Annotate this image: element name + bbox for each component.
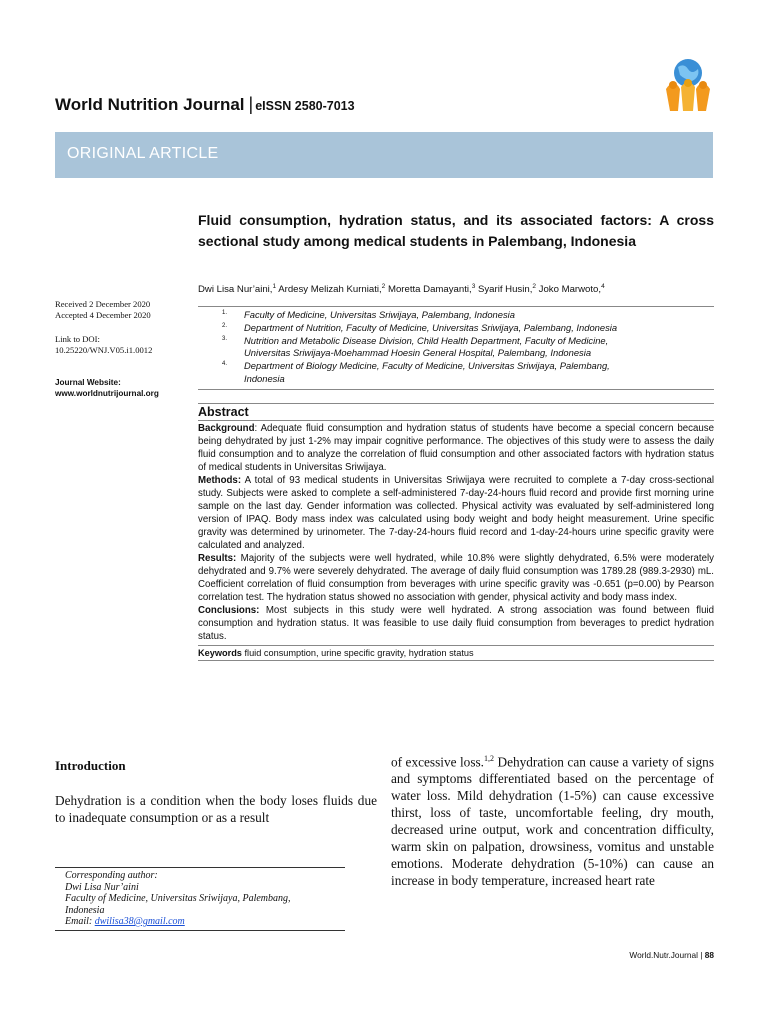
website-label: Journal Website: (55, 378, 121, 387)
page-number: 88 (704, 950, 714, 960)
journal-logo-icon (658, 55, 718, 115)
title-separator: | (248, 94, 254, 114)
author-affiliation-ref: 3 (471, 283, 476, 290)
author-name: Ardesy Melizah Kurniati, (276, 284, 382, 296)
section-banner (55, 132, 713, 178)
keywords: Keywords fluid consumption, urine specific gravity, hydration status (198, 645, 714, 661)
website-link[interactable]: www.worldnutrijournal.org (55, 388, 159, 398)
author-name: Moretta Damayanti, (385, 284, 472, 296)
doi-label: Link to DOI: (55, 334, 100, 344)
abstract-background: Background: Adequate fluid consumption and hydration status of students have become a special concern because being dehydrated by just 1-2% may impair cognitive performance. The objectives of this study were to assess the daily fluid consumption and to analyze the correlation of fluid consumption and other associated factors with hydration status of medical students in Universitas Sriwijaya. (198, 423, 714, 473)
received-date: Received 2 December 2020 (55, 299, 151, 309)
author-list (198, 283, 714, 295)
abstract-results: Results: Majority of the subjects were well hydrated, while 10.8% were slightly dehydrated, 6.5% were moderately dehydrated and 9.7% were severely dehydrated. The average of daily fluid consumption was 1789.28 (989.3-2930) mL. Coefficient correlation of fluid consumption from beverages with urine specific gravity was -0.651 (p=0.00) by Pearson correlation test. The hydration status showed no association with gender, physical activity and body mass index. (198, 553, 714, 603)
author-affiliation-ref: 4 (601, 283, 605, 290)
article-title: Fluid consumption, hydration status, and its associated factors: A cross sectional study among medical students in Palembang, Indonesia (198, 212, 714, 249)
page-footer: World.Nutr.Journal | 88 (629, 950, 714, 960)
author-name: Syarif Husin, (475, 284, 533, 296)
abstract-conclusions: Conclusions: Most subjects in this study were well hydrated. A strong association was found between fluid consumption and hydration status. It was feasible to use daily fluid consumption from beverages to predict hydration status. (198, 605, 714, 642)
body-text-left: Dehydration is a condition when the body loses fluids due to inadequate consumption or as a result (55, 793, 377, 825)
affiliation-item: 1. Faculty of Medicine, Universitas Sriwijaya, Palembang, Indonesia (222, 309, 515, 320)
corresponding-email: Email: dwilisa38@gmail.com (65, 916, 185, 927)
journal-title: World Nutrition Journal | eISSN 2580-7013 (55, 94, 355, 114)
doi-link[interactable]: 10.25220/WNJ.V05.i1.0012 (55, 344, 153, 355)
body-text-right: of excessive loss.$^{1,2}$ Dehydration can cause a variety of signs and symptoms differentiated based on the percentage of water loss. Mild dehydration (1-5%) can cause excessive thirst, loss of taste, uncomfortable feeling, dry mouth, decreased urine output, work and concentration difficulty, warm skin on palpation, drowsiness, vomitus and unstable emotions. Moderate dehydration (5-10%) can cause an increase in body temperature, increased heart rate (391, 754, 714, 889)
running-title: World.Nutr.Journal (629, 950, 698, 960)
abstract-body (198, 421, 714, 643)
doi-block (55, 334, 195, 355)
affiliation-item: 2. Department of Nutrition, Faculty of Medicine, Universitas Sriwijaya, Palembang, Indonesia (222, 321, 618, 333)
affiliation-item: 3. Nutrition and Metabolic Disease Division, Child Health Department, Faculty of Medicine, Universitas Sriwijaya-Moehammad Hoesin General Hospital, Palembang, Indonesia (222, 334, 609, 359)
article-dates (55, 299, 195, 320)
corresponding-affiliation: Faculty of Medicine, Universitas Sriwijaya, Palembang, (65, 893, 291, 904)
corresponding-country: Indonesia (65, 904, 105, 916)
author-name: Dwi Lisa Nur’aini, (198, 284, 273, 296)
corresponding-author (55, 867, 345, 931)
author-affiliation-ref: 2 (532, 283, 536, 290)
citation-ref: 1,2 (484, 754, 494, 763)
section-label: ORIGINAL ARTICLE (67, 145, 219, 162)
website-block (55, 378, 195, 399)
eissn: eISSN 2580-7013 (255, 99, 355, 113)
author-affiliation-ref: 2 (381, 283, 386, 290)
corresponding-name: Dwi Lisa Nur’aini (65, 881, 139, 893)
affiliations (198, 306, 714, 390)
author-affiliation-ref: 1 (272, 283, 277, 290)
affiliation-item: 4. Department of Biology Medicine, Faculty of Medicine, Universitas Sriwijaya, Palembang, Indonesia (222, 360, 610, 384)
abstract-methods: Methods: A total of 93 medical students in Universitas Sriwijaya were recruited to complete a 7-day cross-sectional study. Subjects were asked to complete a self-administered 7-day-24-hours fluid record and provide first morning urine sample on the last day. Gender information was collected. Physical activity was evaluated by self-administered long version of IPAQ. Body mass index was calculated using body weight and body height measurement. Urine specific gravity was determined by urinometer. The 7-day-24-hours fluid record and 1-day-24-hours urine specific gravity were calculated and analyzed. (198, 475, 714, 551)
accepted-date: Accepted 4 December 2020 (55, 309, 151, 320)
section-heading-introduction: Introduction (55, 758, 126, 773)
email-link[interactable]: dwilisa38@gmail.com (94, 916, 185, 927)
abstract (198, 403, 714, 661)
abstract-heading: Abstract (198, 404, 714, 421)
author-name: Joko Marwoto, (536, 284, 602, 296)
corresponding-label: Corresponding author: (65, 870, 158, 881)
